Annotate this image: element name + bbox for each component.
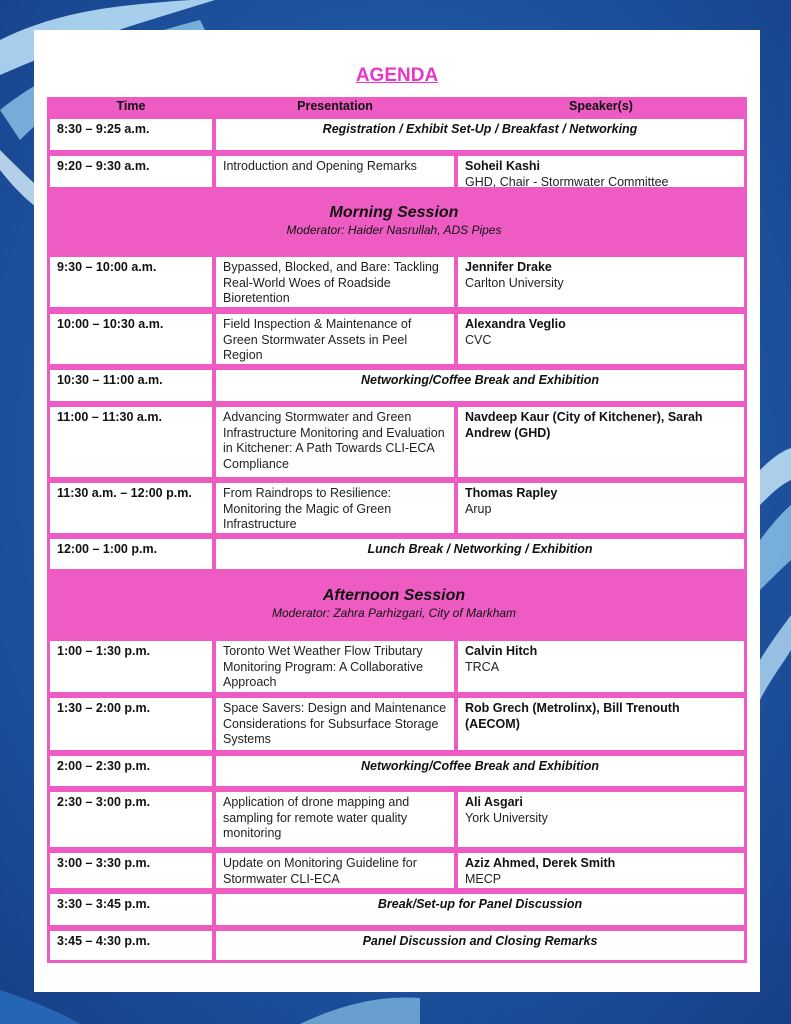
speaker-affiliation: Carlton University (465, 275, 564, 290)
agenda-page (34, 30, 760, 992)
speaker-cell (458, 641, 744, 692)
agenda-row (50, 480, 744, 536)
time-cell: 11:00 – 11:30 a.m. (50, 407, 212, 477)
header-time: Time (116, 99, 146, 113)
time-cell: 10:30 – 11:00 a.m. (50, 370, 212, 401)
break-cell: Registration / Exhibit Set-Up / Breakfast / Networking (216, 119, 744, 150)
agenda-row (50, 311, 744, 367)
speaker-affiliation: York University (465, 810, 548, 825)
header-speakers: Speaker(s) (569, 99, 633, 113)
break-cell: Networking/Coffee Break and Exhibition (216, 370, 744, 401)
speaker-name: Rob Grech (Metrolinx), Bill Trenouth (AECOM) (465, 701, 680, 731)
agenda-row (50, 536, 744, 572)
speaker-name: Calvin Hitch (465, 644, 538, 658)
presentation-cell: Field Inspection & Maintenance of Green Stormwater Assets in Peel Region (216, 314, 454, 364)
speaker-name: Aziz Ahmed, Derek Smith (465, 856, 616, 870)
time-cell: 12:00 – 1:00 p.m. (50, 539, 212, 569)
speaker-affiliation: GHD, Chair - Stormwater Committee (465, 174, 669, 187)
time-cell: 9:20 – 9:30 a.m. (50, 156, 212, 187)
speaker-cell (458, 156, 744, 187)
agenda-row (50, 116, 744, 153)
break-cell: Break/Set-up for Panel Discussion (216, 894, 744, 925)
session-header (47, 586, 741, 621)
presentation-cell: Application of drone mapping and sampling for remote water quality monitoring (216, 792, 454, 847)
time-cell: 9:30 – 10:00 a.m. (50, 257, 212, 307)
time-cell: 2:30 – 3:00 p.m. (50, 792, 212, 847)
speaker-cell (458, 483, 744, 533)
time-cell: 3:00 – 3:30 p.m. (50, 853, 212, 888)
presentation-cell: Toronto Wet Weather Flow Tributary Monitoring Program: A Collaborative Approach (216, 641, 454, 692)
time-cell: 11:30 a.m. – 12:00 p.m. (50, 483, 212, 533)
speaker-name: Alexandra Veglio (465, 317, 566, 331)
presentation-cell: Advancing Stormwater and Green Infrastructure Monitoring and Evaluation in Kitchener: A Path Towards CLI-ECA Compliance (216, 407, 454, 477)
presentation-cell: Bypassed, Blocked, and Bare: Tackling Real-World Woes of Roadside Bioretention (216, 257, 454, 307)
speaker-cell (458, 853, 744, 888)
speaker-cell (458, 314, 744, 364)
presentation-cell: Update on Monitoring Guideline for Stormwater CLI-ECA (216, 853, 454, 888)
agenda-row (50, 928, 744, 963)
break-cell: Networking/Coffee Break and Exhibition (216, 756, 744, 786)
session-title: Morning Session (329, 204, 459, 221)
session-moderator: Moderator: Zahra Parhizgari, City of Markham (271, 606, 517, 620)
speaker-cell (458, 257, 744, 307)
agenda-row (50, 153, 744, 190)
agenda-row (50, 254, 744, 310)
speaker-cell (458, 698, 744, 750)
agenda-row (50, 850, 744, 891)
speaker-affiliation: TRCA (465, 659, 500, 674)
speaker-name: Soheil Kashi (465, 159, 541, 173)
time-cell: 1:00 – 1:30 p.m. (50, 641, 212, 692)
time-cell: 1:30 – 2:00 p.m. (50, 698, 212, 750)
time-cell: 10:00 – 10:30 a.m. (50, 314, 212, 364)
speaker-name: Thomas Rapley (465, 486, 558, 500)
agenda-row (50, 638, 744, 695)
speaker-cell (458, 407, 744, 477)
speaker-name: Jennifer Drake (465, 260, 552, 274)
time-cell: 3:30 – 3:45 p.m. (50, 894, 212, 925)
speaker-cell (458, 792, 744, 847)
speaker-affiliation: Arup (465, 501, 492, 516)
agenda-row (50, 695, 744, 753)
time-cell: 8:30 – 9:25 a.m. (50, 119, 212, 150)
speaker-name: Ali Asgari (465, 795, 523, 809)
session-moderator: Moderator: Haider Nasrullah, ADS Pipes (286, 223, 502, 237)
agenda-row (50, 404, 744, 480)
speaker-affiliation: MECP (465, 871, 502, 886)
speaker-affiliation: CVC (465, 332, 492, 347)
break-cell: Lunch Break / Networking / Exhibition (216, 539, 744, 569)
session-header (47, 203, 741, 238)
table-header-row (50, 97, 744, 116)
time-cell: 2:00 – 2:30 p.m. (50, 756, 212, 786)
presentation-cell: Space Savers: Design and Maintenance Considerations for Subsurface Storage Systems (216, 698, 454, 750)
break-cell: Panel Discussion and Closing Remarks (216, 931, 744, 960)
time-cell: 3:45 – 4:30 p.m. (50, 931, 212, 960)
agenda-row (50, 891, 744, 928)
agenda-row (50, 789, 744, 850)
presentation-cell: From Raindrops to Resilience: Monitoring the Magic of Green Infrastructure (216, 483, 454, 533)
speaker-name: Navdeep Kaur (City of Kitchener), Sarah Andrew (GHD) (465, 410, 703, 440)
session-title: Afternoon Session (322, 587, 466, 604)
agenda-row (50, 367, 744, 404)
agenda-table (47, 97, 747, 963)
header-presentation: Presentation (297, 99, 373, 113)
agenda-row (50, 753, 744, 789)
page-title: AGENDA (355, 65, 439, 86)
presentation-cell: Introduction and Opening Remarks (216, 156, 454, 187)
